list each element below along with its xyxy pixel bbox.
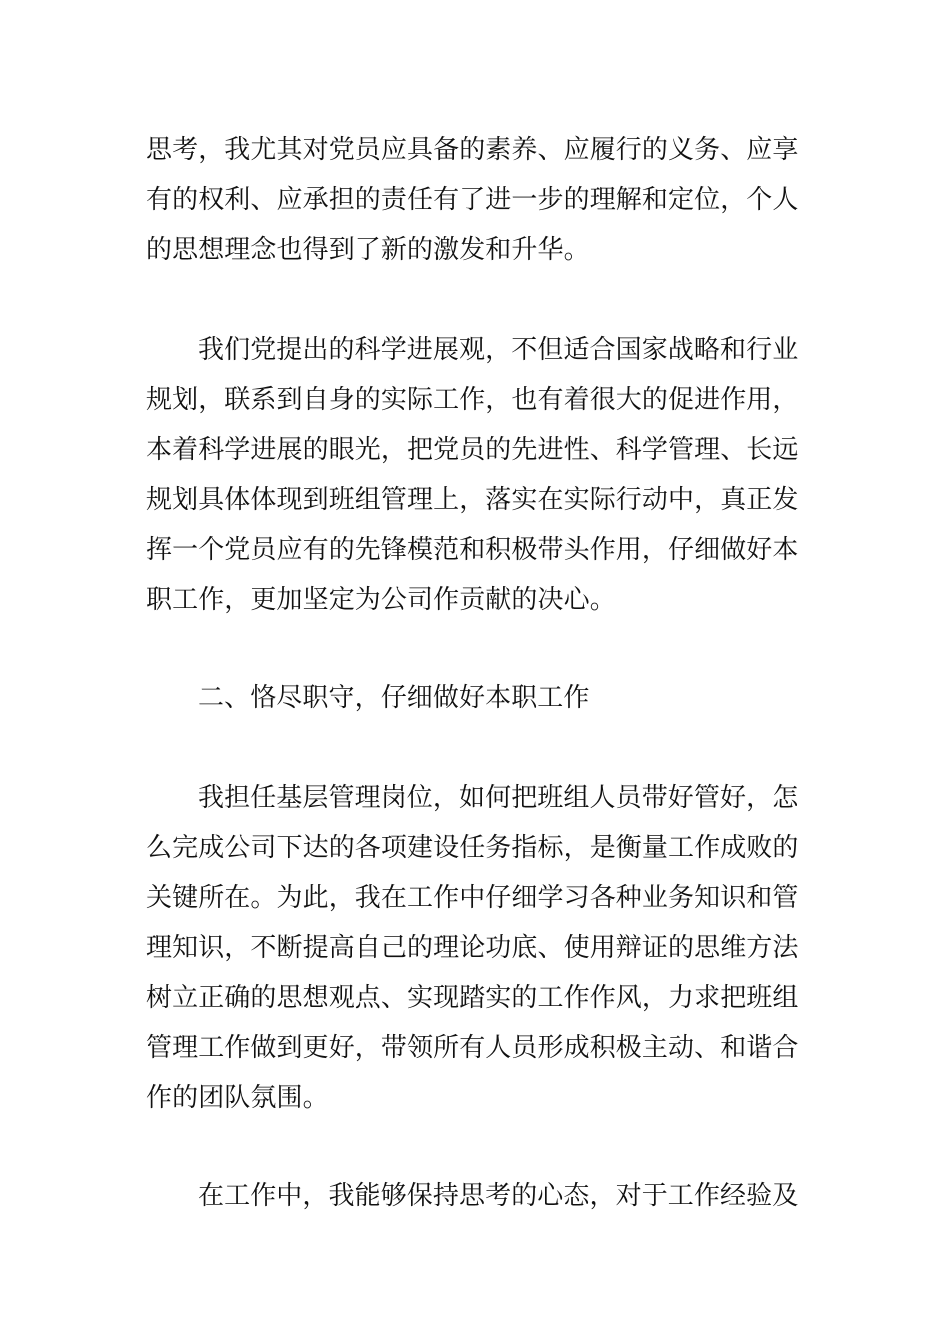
text-line: 我们党提出的科学进展观，不但适合国家战略和行业 — [198, 335, 799, 365]
section-heading-text: 二、恪尽职守，仔细做好本职工作 — [198, 683, 590, 713]
text-line: 规划，联系到自身的实际工作，也有着很大的促进作用， — [146, 385, 799, 415]
text-line: 关键所在。为此，我在工作中仔细学习各种业务知识和管 — [146, 883, 799, 913]
text-line: 在工作中，我能够保持思考的心态，对于工作经验及 — [198, 1181, 799, 1211]
text-line: 思考，我尤其对党员应具备的素养、应履行的义务、应享 — [146, 135, 799, 165]
text-line: 管理工作做到更好，带领所有人员形成积极主动、和谐合 — [146, 1033, 799, 1063]
text-line: 作的团队氛围。 — [146, 1083, 329, 1113]
text-line: 树立正确的思想观点、实现踏实的工作作风，力求把班组 — [146, 983, 799, 1013]
text-line: 我担任基层管理岗位，如何把班组人员带好管好，怎 — [198, 783, 799, 813]
text-line: 有的权利、应承担的责任有了进一步的理解和定位，个人 — [146, 185, 799, 215]
text-line: 规划具体体现到班组管理上，落实在实际行动中，真正发 — [146, 485, 799, 515]
text-line: 挥一个党员应有的先锋模范和积极带头作用，仔细做好本 — [146, 535, 799, 565]
text-line: 理知识，不断提高自己的理论功底、使用辩证的思维方法 — [146, 933, 799, 963]
text-line: 本着科学进展的眼光，把党员的先进性、科学管理、长远 — [146, 435, 799, 465]
text-line: 职工作，更加坚定为公司作贡献的决心。 — [146, 585, 616, 615]
text-line: 么完成公司下达的各项建设任务指标，是衡量工作成败的 — [146, 833, 799, 863]
text-line: 的思想理念也得到了新的激发和升华。 — [146, 235, 590, 265]
